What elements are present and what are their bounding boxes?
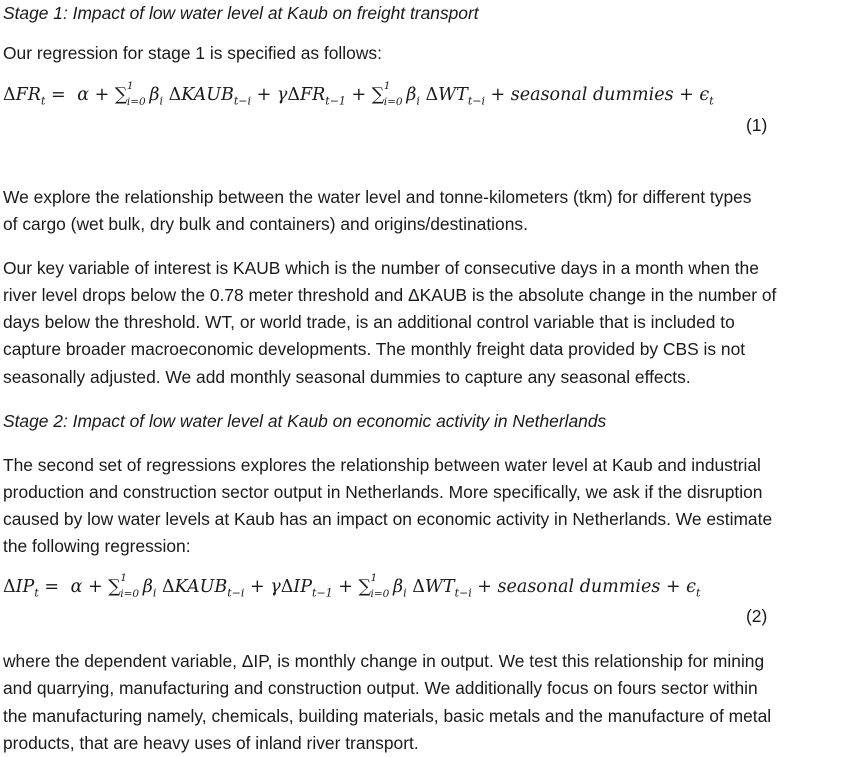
stage2-heading: Stage 2: Impact of low water level at Kaub on economic activity in Netherlands xyxy=(3,411,607,431)
para3-line-4: the following regression: xyxy=(3,536,191,556)
para3-line-2: production and construction sector output in Netherlands. More specifically, we ask if the disruption xyxy=(3,482,763,502)
para3-line-1: The second set of regressions explores the relationship between water level at Kaub and industrial xyxy=(3,455,761,475)
equation-2-number: (2) xyxy=(746,606,768,626)
equation-1: $\Delta FR_t = \alpha$ + ∑ 1 i=0 $\beta_i$ $\Delta KAUB_{t-i} + \gamma\Delta FR_{t-1}$ + ∑ 1 i=0 $\beta_i$ $\Delta WT_{t-i}$ + seasonal dummies + $\epsilon_t$ xyxy=(3,80,714,108)
para1-line-2: of cargo (wet bulk, dry bulk and containers) and origins/destinations. xyxy=(3,214,528,234)
stage1-heading: Stage 1: Impact of low water level at Kaub on freight transport xyxy=(3,3,479,23)
para4-line-4: products, that are heavy uses of inland river transport. xyxy=(3,733,419,753)
equation-1-number: (1) xyxy=(746,115,768,135)
equation-2: $\Delta IP_t = \alpha$ + ∑ 1 i=0 $\beta_i$ $\Delta KAUB_{t-i} + \gamma\Delta IP_{t-1}$ + ∑ 1 i=0 $\beta_i$ $\Delta WT_{t-i}$ + seasonal dummies + $\epsilon_t$ xyxy=(3,572,701,600)
para4-line-3: the manufacturing namely, chemicals, building materials, basic metals and the manufacture of metal xyxy=(3,706,772,726)
para3-line-3: caused by low water levels at Kaub has an impact on economic activity in Netherlands. We estimate xyxy=(3,509,773,529)
para2-line-2: river level drops below the 0.78 meter threshold and ΔKAUB is the absolute change in the number of xyxy=(3,285,777,305)
para2-line-4: capture broader macroeconomic developments. The monthly freight data provided by CBS is not xyxy=(3,339,746,359)
para4-line-1: where the dependent variable, ΔIP, is monthly change in output. We test this relationship for mining xyxy=(3,651,765,671)
para2-line-3: days below the threshold. WT, or world trade, is an additional control variable that is included to xyxy=(3,312,735,332)
para4-line-2: and quarrying, manufacturing and construction output. We additionally focus on fours sector within xyxy=(3,678,758,698)
stage1-intro: Our regression for stage 1 is specified as follows: xyxy=(3,43,382,63)
para2-line-5: seasonally adjusted. We add monthly seasonal dummies to capture any seasonal effects. xyxy=(3,367,691,387)
para2-line-1: Our key variable of interest is KAUB which is the number of consecutive days in a month when the xyxy=(3,258,759,278)
para1-line-1: We explore the relationship between the water level and tonne-kilometers (tkm) for different types xyxy=(3,187,752,207)
